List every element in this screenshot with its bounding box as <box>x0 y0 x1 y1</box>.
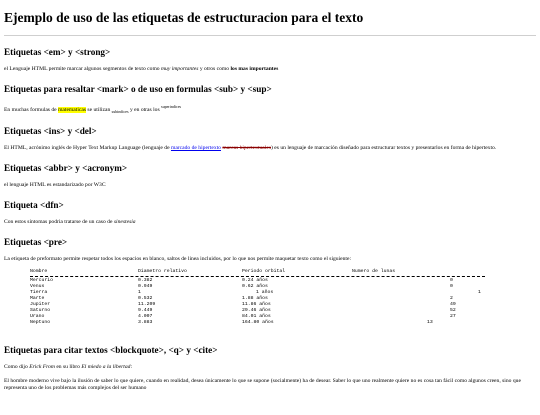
pre-cell-diam: 3.883 <box>138 319 153 325</box>
heading-dfn: Etiqueta <dfn> <box>4 199 64 210</box>
pre-cell-name: Urano <box>30 313 45 319</box>
heading-pre: Etiquetas <pre> <box>4 236 68 247</box>
paragraph-quote-intro <box>4 364 536 371</box>
heading-mark-sub-sup: Etiquetas para resaltar <mark> o de uso en formulas <sub> y <sup> <box>4 84 272 94</box>
pre-cell-moons: 2 <box>450 295 453 301</box>
text: Como dijo <box>4 363 30 370</box>
pre-cell-diam: 1 <box>138 289 141 295</box>
pre-cell-moons: 27 <box>450 313 456 319</box>
pre-cell-name: Mercurio <box>30 277 54 283</box>
definition-term: sinestesia <box>113 218 136 225</box>
text: y otros como <box>198 66 231 72</box>
pre-row <box>30 320 500 326</box>
text: El HTML, acrónimo inglés de Hyper Text Markup Language (lenguaje de <box>4 144 171 151</box>
pre-cell-name: Jupiter <box>30 301 51 307</box>
pre-cell-moons: 0 <box>450 277 453 283</box>
pre-cell-name: Marte <box>30 295 45 301</box>
pre-cell-diam: 0.382 <box>138 277 153 283</box>
pre-cell-moons: 1 <box>478 289 481 295</box>
text: el Lenguaje HTML permite marcar algunos segmentos de texto como <box>4 66 161 72</box>
cite-author: Erick From <box>29 363 55 370</box>
text: y en otras los <box>128 106 162 113</box>
pre-cell-period: 29.46 años <box>242 307 271 313</box>
pre-cell-name: Venus <box>30 283 45 289</box>
pre-cell-moons: 52 <box>450 307 456 313</box>
pre-cell-diam: 4.007 <box>138 313 153 319</box>
pre-rows <box>30 278 500 326</box>
pre-cell-moons: 13 <box>427 319 433 325</box>
text: en su libro <box>54 363 82 370</box>
text: se utilizan <box>86 106 112 113</box>
heading-ins-del: Etiquetas <ins> y <del> <box>4 125 97 136</box>
pre-header-row <box>30 269 500 275</box>
paragraph-dfn <box>4 219 536 226</box>
cite-book: El miedo a la libertad <box>81 363 131 370</box>
pre-cell-moons: 49 <box>450 301 456 307</box>
heading-abbr-acronym: Etiquetas <abbr> y <acronym> <box>4 162 128 173</box>
pre-header-cell: Periodo orbital <box>242 268 286 274</box>
pre-cell-diam: 0.532 <box>138 295 153 301</box>
paragraph-ins-del <box>4 145 536 152</box>
superscript-text: superindices <box>161 104 182 109</box>
blockquote-text: El hombre moderno vive bajo la ilusión de saber lo que quiere, cuando en realidad, desea únicamente lo que se supone (socialmente) ha de desear. Saber lo que uno realmente quiere no es cosa tan fácil como algunos creen, sino que representa uno de los problemas más complejos del ser humano <box>4 377 521 391</box>
pre-dashed-separator <box>30 276 485 277</box>
subscript-text: subindices <box>111 108 129 114</box>
pre-header-cell: Nombre <box>30 268 48 274</box>
title-divider <box>4 35 536 36</box>
emphasis-text: muy importantes <box>161 66 199 72</box>
inserted-link[interactable]: marcado de hipertexto <box>170 144 221 151</box>
pre-cell-period: 1 años <box>256 289 274 295</box>
pre-cell-name: Neptuno <box>30 319 51 325</box>
pre-cell-period: 0.62 años <box>242 283 268 289</box>
pre-header-cell: Diametro relativo <box>138 268 187 274</box>
pre-cell-period: 164.80 años <box>242 319 274 325</box>
deleted-text: marcas hipertextuales <box>222 144 272 151</box>
pre-cell-name: Saturno <box>30 307 51 313</box>
pre-cell-period: 1.88 años <box>242 295 268 301</box>
heading-blockquote-q-cite: Etiquetas para citar textos <blockquote>, <q> y <cite> <box>4 344 218 355</box>
pre-cell-period: 0.24 años <box>242 277 268 283</box>
pre-cell-name: Tierra <box>30 289 48 295</box>
pre-cell-moons: 0 <box>450 283 453 289</box>
preformatted-table <box>30 269 500 326</box>
pre-cell-period: 11.86 años <box>242 301 271 307</box>
text: ) es un lenguaje de marcación diseñado para estructurar textos y presentarlos en forma de hipertexto. <box>271 144 497 151</box>
paragraph-pre-intro: La etiqueta de preformato permite respetar todos los espacios en blanco, saltos de linea incluidos, por lo que nos permite maquetar texto como el siguiente: <box>4 255 352 262</box>
page-title: Ejemplo de uso de las etiquetas de estructuracion para el texto <box>4 10 364 25</box>
strong-text: los mas importantes <box>230 66 279 72</box>
highlighted-text: matematicas <box>58 106 87 113</box>
paragraph-em-strong <box>4 66 536 73</box>
pre-cell-diam: 9.449 <box>138 307 153 313</box>
heading-em-strong: Etiquetas <em> y <strong> <box>4 47 111 57</box>
paragraph-mark <box>4 103 536 115</box>
pre-cell-diam: 11.209 <box>138 301 156 307</box>
document <box>0 10 540 392</box>
text: En muchas formulas de <box>4 106 59 113</box>
pre-header-cell: Numero de lunas <box>352 268 396 274</box>
pre-cell-period: 84.01 años <box>242 313 271 319</box>
text: Con estos sintomas podria tratarse de un caso de <box>4 218 114 225</box>
pre-cell-diam: 0.949 <box>138 283 153 289</box>
paragraph-abbr: el lenguaje HTML es estandarizado por W3C <box>4 181 106 188</box>
text: : <box>130 363 133 370</box>
